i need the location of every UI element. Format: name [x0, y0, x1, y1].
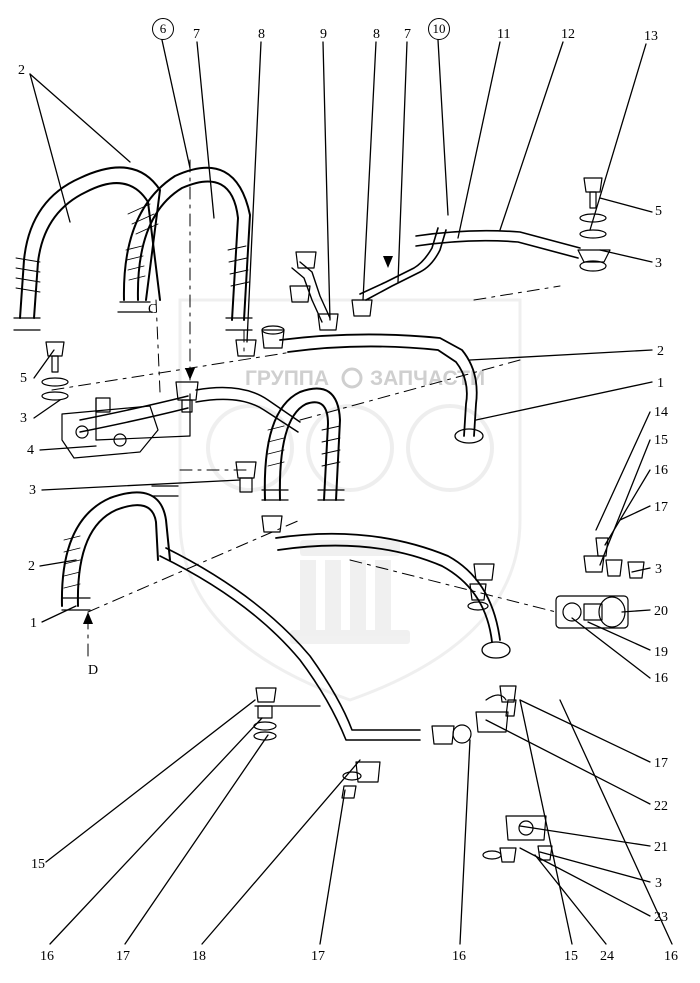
callout-bot-16b: 16 [452, 949, 466, 964]
callout-bot-15b: 15 [564, 949, 578, 964]
callout-right-15: 15 [654, 433, 668, 448]
callout-top-8b: 8 [373, 27, 380, 42]
callout-bot-17a: 17 [116, 949, 130, 964]
watermark-top-text2: ЗАПЧАСТИ [370, 367, 486, 390]
callout-left-2a: 2 [18, 63, 25, 78]
callout-right-19: 19 [654, 645, 668, 660]
callout-left-5a: 5 [20, 371, 27, 386]
callout-top-7a: 7 [193, 27, 200, 42]
callout-right-14: 14 [654, 405, 668, 420]
callout-right-23: 23 [654, 910, 668, 925]
callout-top-7b: 7 [404, 27, 411, 42]
callout-right-22: 22 [654, 799, 668, 814]
callout-bot-17b: 17 [311, 949, 325, 964]
callout-right-3a: 3 [655, 256, 662, 271]
callout-top-11: 11 [497, 27, 511, 42]
letter-c: C [148, 302, 158, 317]
callout-left-4: 4 [27, 443, 34, 458]
callout-bot-18: 18 [192, 949, 206, 964]
callout-top-9: 9 [320, 27, 327, 42]
callout-right-3c: 3 [655, 876, 662, 891]
callout-right-2: 2 [657, 344, 664, 359]
letter-d: D [88, 663, 99, 678]
callout-right-1: 1 [657, 376, 664, 391]
callout-right-21: 21 [654, 840, 668, 855]
callout-6: 6 [152, 18, 174, 40]
callout-right-17b: 17 [654, 756, 668, 771]
callout-bot-16c: 16 [664, 949, 678, 964]
callout-right-16: 16 [654, 463, 668, 478]
callout-right-3b: 3 [655, 562, 662, 577]
callout-right-16b: 16 [654, 671, 668, 686]
callout-left-3a: 3 [20, 411, 27, 426]
callout-left-3b: 3 [29, 483, 36, 498]
callout-bot-16a: 16 [40, 949, 54, 964]
callout-right-20: 20 [654, 604, 668, 619]
callout-bot-15a: 15 [31, 857, 45, 872]
callout-10: 10 [428, 18, 450, 40]
callout-top-8a: 8 [258, 27, 265, 42]
callout-top-12: 12 [561, 27, 575, 42]
callout-left-2b: 2 [28, 559, 35, 574]
callout-right-5: 5 [655, 204, 662, 219]
watermark-top-text: ГРУППА [245, 367, 330, 390]
callout-left-1: 1 [30, 616, 37, 631]
callout-right-17: 17 [654, 500, 668, 515]
callout-bot-24: 24 [600, 949, 614, 964]
callout-top-13: 13 [644, 29, 658, 44]
